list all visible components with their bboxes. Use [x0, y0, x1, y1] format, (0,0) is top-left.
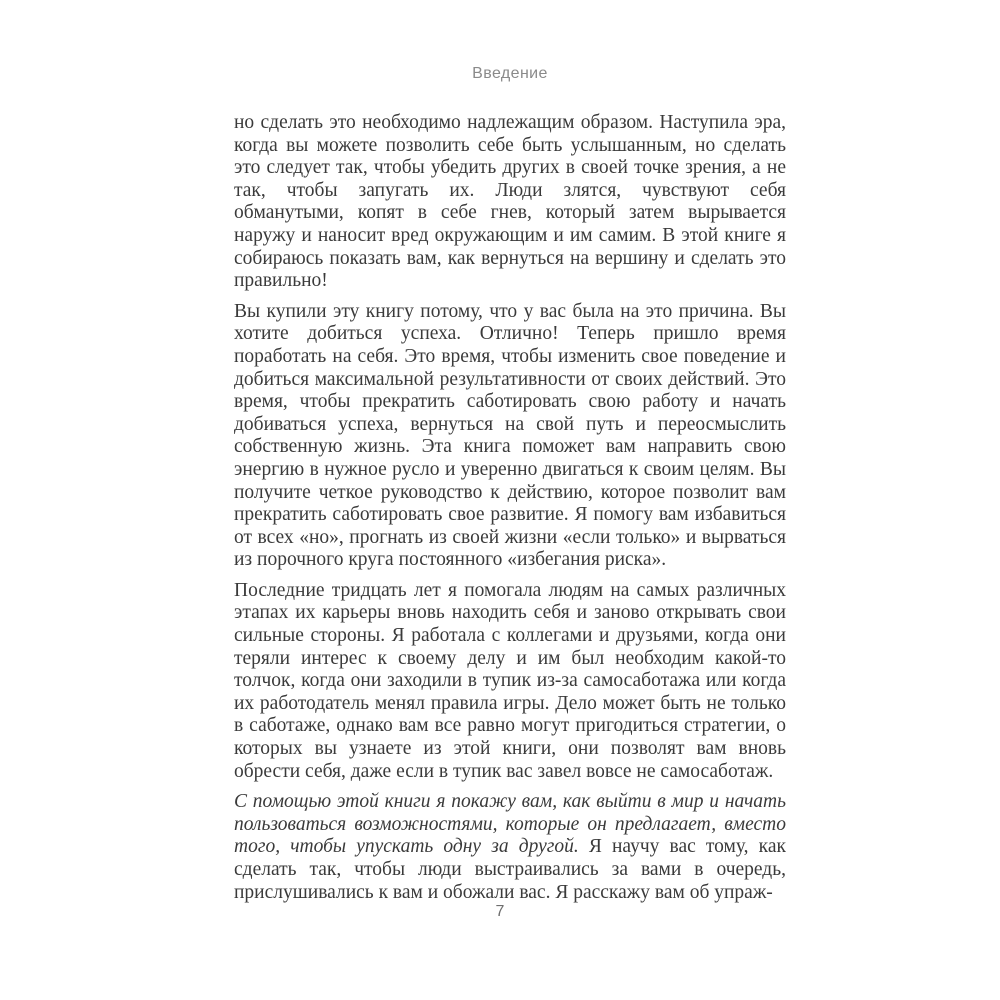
running-head: Введение	[472, 65, 548, 82]
paragraph-2: Вы купили эту книгу потому, что у вас была на это причина. Вы хотите добиться успеха. Отлично! Теперь пришло время поработать на себя. Это время, чтобы изменить свое поведение и добиться максимальной результативности от своих действий. Это время, чтобы прекратить саботировать свою работу и начать добиваться успеха, вернуться на свой путь и переосмыслить собственную жизнь. Эта книга поможет вам направить свою энергию в нужное русло и уверенно двигаться к своим целям. Вы получите четкое руководство к действию, которое позволит вам прекратить саботировать свое развитие. Я помогу вам избавиться от всех «но», прогнать из своей жизни «если только» и вырваться из порочного круга постоянного «избегания риска».	[234, 300, 786, 571]
paragraph-4	[234, 791, 786, 904]
page-number: 7	[495, 903, 505, 920]
text-block	[234, 112, 786, 904]
paragraph-4-italic-lead: С помощью этой книги я покажу вам, как выйти в мир и начать пользоваться возможностями, которые он предлагает, вместо того, чтобы упускать одну за другой.	[234, 791, 786, 858]
paragraph-4-regular-text: Я научу вас тому, как сделать так, чтобы люди выстраивались за вами в очередь, прислушивались к вам и обожали вас. Я расскажу вам об упраж-	[234, 836, 786, 903]
paragraph-1: но сделать это необходимо надлежащим образом. Наступила эра, когда вы можете позволить себе быть услышанным, но сделать это следует так, чтобы убедить других в своей точке зрения, а не так, чтобы запугать их. Люди злятся, чувствуют себя обманутыми, копят в себе гнев, который затем вырывается наружу и наносит вред окружающим и им самим. В этой книге я собираюсь показать вам, как вернуться на вершину и сделать это правильно!	[234, 112, 786, 292]
paragraph-3: Последние тридцать лет я помогала людям на самых различных этапах их карьеры вновь находить себя и заново открывать свои сильные стороны. Я работала с коллегами и друзьями, когда они теряли интерес к своему делу и им был необходим какой-то толчок, когда они заходили в тупик из-за самосаботажа или когда их работодатель менял правила игры. Дело может быть не только в саботаже, однако вам все равно могут пригодиться стратегии, о которых вы узнаете из этой книги, они позволят вам вновь обрести себя, даже если в тупик вас завел вовсе не самосаботаж.	[234, 579, 786, 782]
